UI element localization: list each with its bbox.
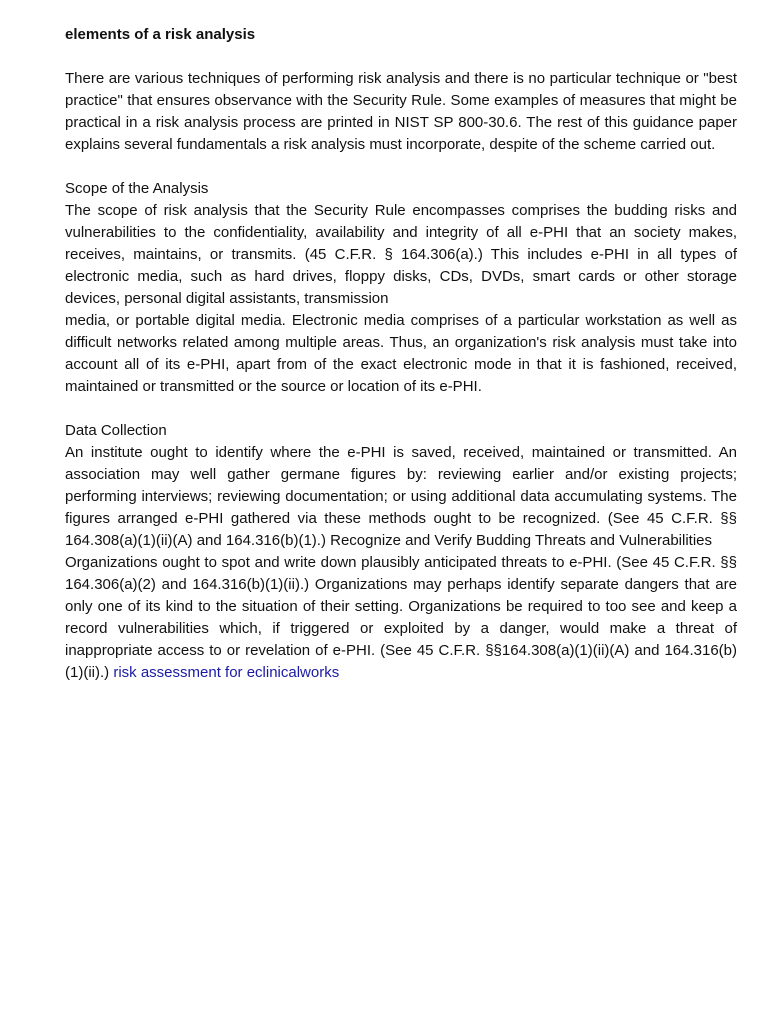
spacer — [65, 398, 737, 420]
spacer — [65, 156, 737, 178]
threats-text: Organizations ought to spot and write down plausibly anticipated threats to e-PHI. (See 45 C.F.R. §§ 164.306(a)(2) and 164.316(b)(1)(ii).) Organizations may perhaps identify separate dangers that are only one of its kind to the situation of their setting. Organizations be required to too see and keep a record vulnerabilities which, if triggered or exploited by a danger, would make a threat of inappropriate access to or revelation of e-PHI. (See 45 C.F.R. §§164.308(a)(1)(ii)(A) and 164.316(b)(1)(ii).) — [65, 554, 737, 681]
threats-paragraph — [65, 552, 737, 684]
document-title: elements of a risk analysis — [65, 26, 256, 43]
spacer — [65, 46, 737, 68]
risk-assessment-link[interactable]: risk assessment for eclinicalworks — [113, 664, 340, 681]
scope-paragraph-2: media, or portable digital media. Electronic media comprises of a particular workstation as well as difficult networks related among multiple areas. Thus, an organization's risk analysis must take into account all of its e-PHI, apart from of the exact electronic mode in that it is fashioned, received, maintained or transmitted or the source or location of its e-PHI. — [65, 312, 737, 395]
document-body — [65, 24, 737, 684]
data-collection-paragraph: An institute ought to identify where the e-PHI is saved, received, maintained or transmitted. An association may well gather germane figures by: reviewing earlier and/or existing projects; performing interviews; reviewing documentation; or using additional data accumulating systems. The figures arranged e-PHI gathered via these methods ought to be recognized. (See 45 C.F.R. §§ 164.308(a)(1)(ii)(A) and 164.316(b)(1).) Recognize and Verify Budding Threats and Vulnerabilities — [65, 444, 737, 549]
scope-paragraph-1: The scope of risk analysis that the Security Rule encompasses comprises the budding risks and vulnerabilities to the confidentiality, availability and integrity of all e-PHI that an society makes, receives, maintains, or transmits. (45 C.F.R. § 164.306(a).) This includes e-PHI in all types of electronic media, such as hard drives, floppy disks, CDs, DVDs, smart cards or other storage devices, personal digital assistants, transmission — [65, 202, 737, 307]
intro-paragraph: There are various techniques of performing risk analysis and there is no particular technique or "best practice" that ensures observance with the Security Rule. Some examples of measures that might be practical in a risk analysis process are printed in NIST SP 800-30.6. The rest of this guidance paper explains several fundamentals a risk analysis must incorporate, despite of the scheme carried out. — [65, 70, 737, 153]
scope-heading: Scope of the Analysis — [65, 180, 209, 197]
data-collection-heading: Data Collection — [65, 422, 167, 439]
